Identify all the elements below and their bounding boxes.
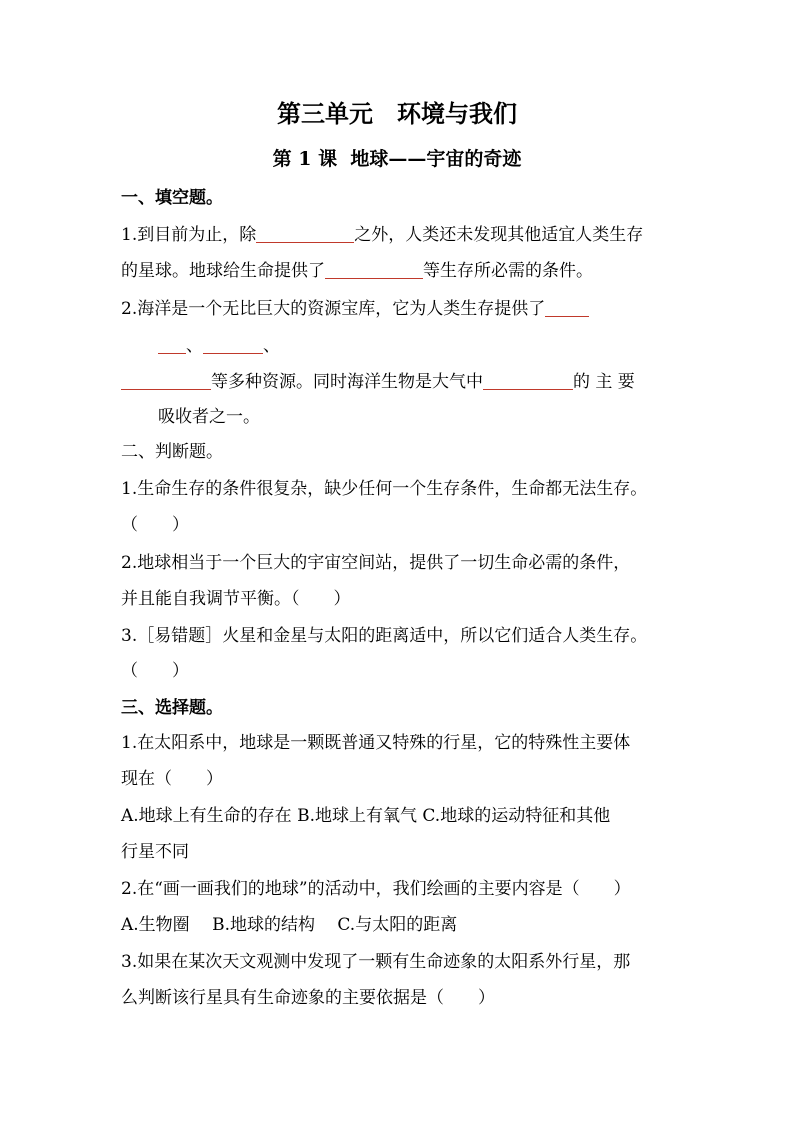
mc-question-1-options-line-1: A.地球上有生命的存在 B.地球上有氧气 C.地球的运动特征和其他 [121, 806, 611, 826]
section-heading-multiple-choice: 三、选择题。 [121, 698, 223, 718]
q2-text-d: 等多种资源。同时海洋生物是大气中 [211, 372, 483, 392]
answer-blank[interactable] [483, 369, 573, 390]
fill-question-2-line-1 [121, 296, 589, 321]
mc-question-1-options-line-2: 行星不同 [121, 842, 189, 862]
answer-blank[interactable] [158, 333, 186, 354]
q2-text-a: 2.海洋是一个无比巨大的资源宝库，它为人类生存提供了 [121, 299, 546, 319]
tf-question-1-bracket[interactable]: （ ） [121, 515, 189, 535]
fill-question-1-line-1 [121, 222, 643, 247]
answer-blank[interactable] [121, 369, 211, 390]
tf-question-3-bracket[interactable]: （ ） [121, 661, 189, 681]
answer-blank[interactable] [203, 333, 263, 354]
section-heading-true-false: 二、判断题。 [121, 442, 223, 462]
q1-text-b: 之外，人类还未发现其他适宜人类生存 [354, 225, 644, 245]
answer-blank[interactable] [325, 258, 423, 279]
fill-question-2-line-3 [121, 369, 635, 394]
tf-question-3: 3.［易错题］火星和金星与太阳的距离适中，所以它们适合人类生存。 [121, 626, 648, 646]
answer-blank[interactable] [545, 296, 589, 317]
fill-question-2-line-2 [158, 333, 280, 358]
mc-question-1-line-1: 1.在太阳系中，地球是一颗既普通又特殊的行星，它的特殊性主要体 [121, 733, 631, 753]
lesson-title: 第 1 课 地球——宇宙的奇迹 [272, 148, 522, 170]
tf-question-2-line-1: 2.地球相当于一个巨大的宇宙空间站，提供了一切生命必需的条件， [121, 553, 631, 573]
tf-question-1: 1.生命生存的条件很复杂，缺少任何一个生存条件，生命都无法生存。 [121, 479, 648, 499]
mc-question-3-line-2: 么判断该行星具有生命迹象的主要依据是（ ） [121, 988, 495, 1008]
q1-text-a: 1.到目前为止，除 [121, 225, 257, 245]
fill-question-2-line-4: 吸收者之一。 [158, 407, 260, 427]
mc-question-2: 2.在“画一画我们的地球”的活动中，我们绘画的主要内容是（ ） [121, 879, 631, 899]
q2-text-e: 的 主 要 [573, 372, 635, 392]
fill-question-1-line-2 [121, 258, 593, 283]
q1-text-d: 等生存所必需的条件。 [423, 261, 593, 281]
mc-question-1-line-2: 现在（ ） [121, 769, 223, 789]
q2-text-b: 、 [186, 336, 203, 356]
unit-title: 第三单元 环境与我们 [277, 99, 517, 128]
answer-blank[interactable] [256, 222, 354, 243]
mc-question-3-line-1: 3.如果在某次天文观测中发现了一颗有生命迹象的太阳系外行星，那 [121, 952, 631, 972]
mc-question-2-options: A.生物圈 B.地球的结构 C.与太阳的距离 [121, 915, 458, 935]
q2-text-c: 、 [263, 336, 280, 356]
section-heading-fill-in: 一、填空题。 [121, 188, 223, 208]
q1-text-c: 的星球。地球给生命提供了 [121, 261, 325, 281]
tf-question-2-line-2: 并且能自我调节平衡。（ ） [121, 589, 351, 609]
